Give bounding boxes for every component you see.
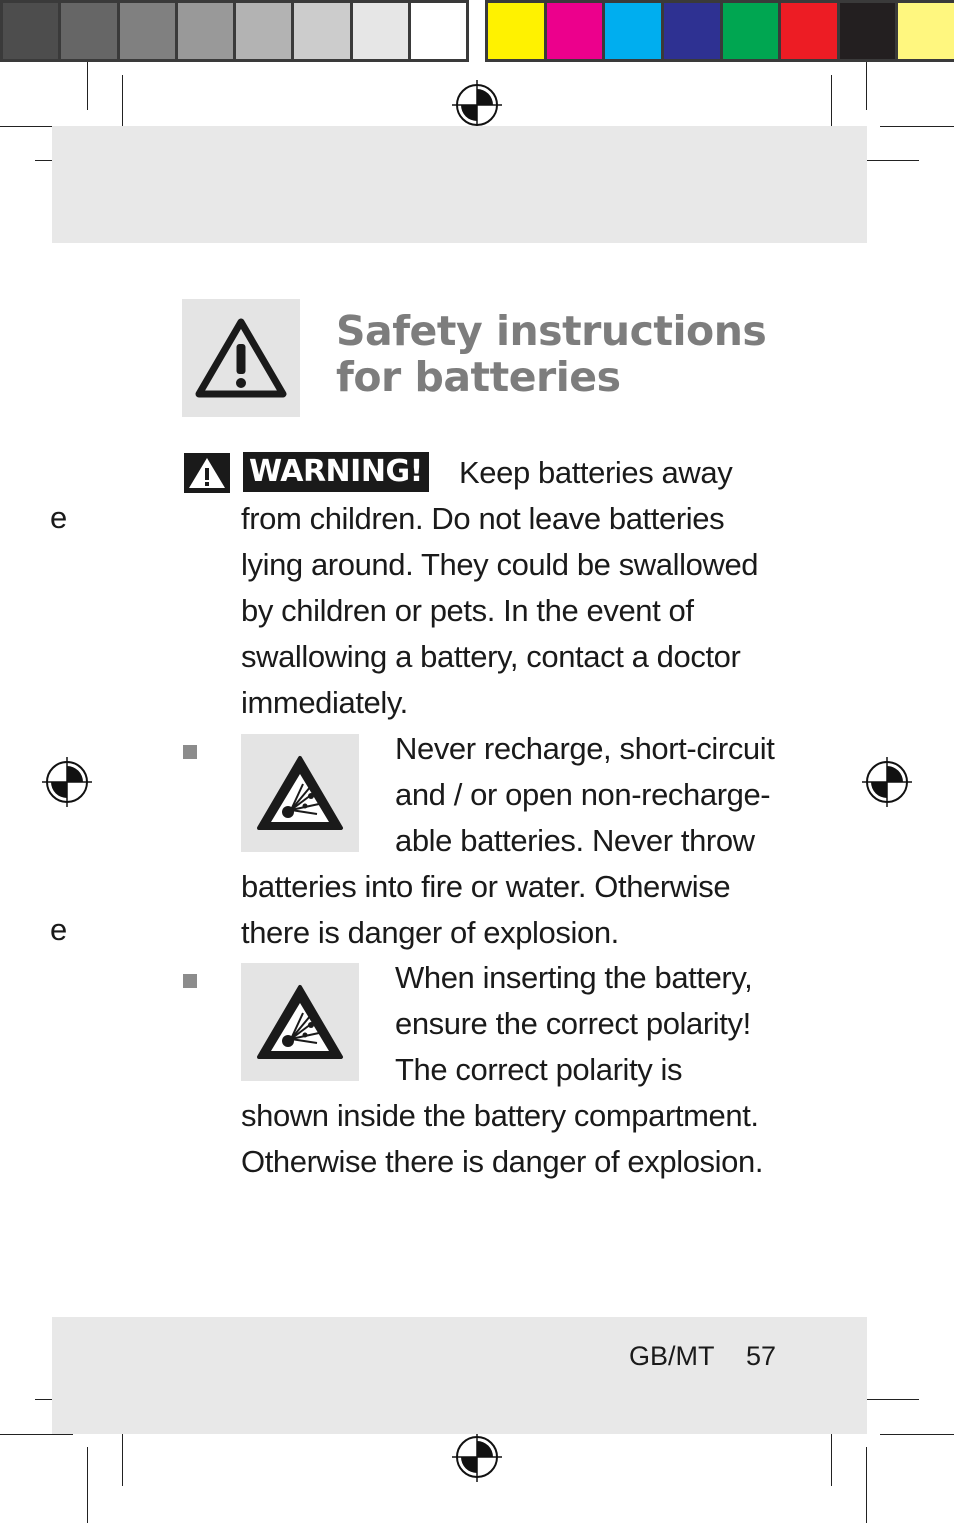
warning-small-icon [184,453,230,493]
grayscale-calibration-bar [0,0,469,62]
footer-locale: GB/MT [629,1341,715,1371]
gray-swatch [294,3,349,59]
color-calibration-bar [485,0,954,62]
list-bullet [183,974,197,988]
title-line: Safety instructions [336,307,767,355]
edge-text-fragment: e [50,912,68,947]
explosion-icon-box [241,734,359,852]
item-text-line: The correct polarity is [395,1052,683,1087]
gray-swatch [3,3,58,59]
item-text-line: batteries into fire or water. Otherwise [241,869,731,904]
warning-text-line: lying around. They could be swallowed [241,547,759,582]
gray-swatch [353,3,408,59]
warning-text-line: Keep batteries away [459,455,733,490]
gray-swatch [61,3,116,59]
warning-text-line: from children. Do not leave batteries [241,501,725,536]
color-swatch [898,3,954,59]
explosion-hazard-icon [255,754,345,832]
gray-swatch [236,3,291,59]
page-number: 57 [746,1341,777,1371]
explosion-hazard-icon [255,983,345,1061]
item-text-line: and / or open non-recharge- [395,777,771,812]
gray-swatch [178,3,233,59]
color-swatch [488,3,544,59]
edge-text-fragment: e [50,500,68,535]
warning-text-line: swallowing a battery, contact a doctor [241,639,741,674]
title-line: for batteries [336,353,621,401]
item-text-line: When inserting the battery, [395,960,753,995]
color-swatch [605,3,661,59]
warning-text-line: immediately. [241,685,408,720]
gray-swatch [120,3,175,59]
color-swatch [723,3,779,59]
item-text-line: able batteries. Never throw [395,823,755,858]
footer-band [52,1317,867,1434]
color-swatch [840,3,896,59]
item-text-line: Otherwise there is danger of explosion. [241,1144,764,1179]
item-text-line: shown inside the battery compartment. [241,1098,759,1133]
explosion-icon-box [241,963,359,1081]
list-bullet [183,745,197,759]
registration-mark-icon [452,1432,502,1482]
registration-mark-icon [42,757,92,807]
gray-swatch [411,3,466,59]
header-band [52,126,867,243]
warning-triangle-icon [195,317,287,399]
page-title [336,308,796,400]
warning-label: WARNING! [243,452,429,492]
registration-mark-icon [862,757,912,807]
item-text-line: ensure the correct polarity! [395,1006,751,1041]
warning-text-line: by children or pets. In the event of [241,593,694,628]
heading-icon-box [182,299,300,417]
color-swatch [781,3,837,59]
registration-mark-icon [452,80,502,130]
color-swatch [547,3,603,59]
color-swatch [664,3,720,59]
item-text-line: Never recharge, short-circuit [395,731,775,766]
item-text-line: there is danger of explosion. [241,915,619,950]
